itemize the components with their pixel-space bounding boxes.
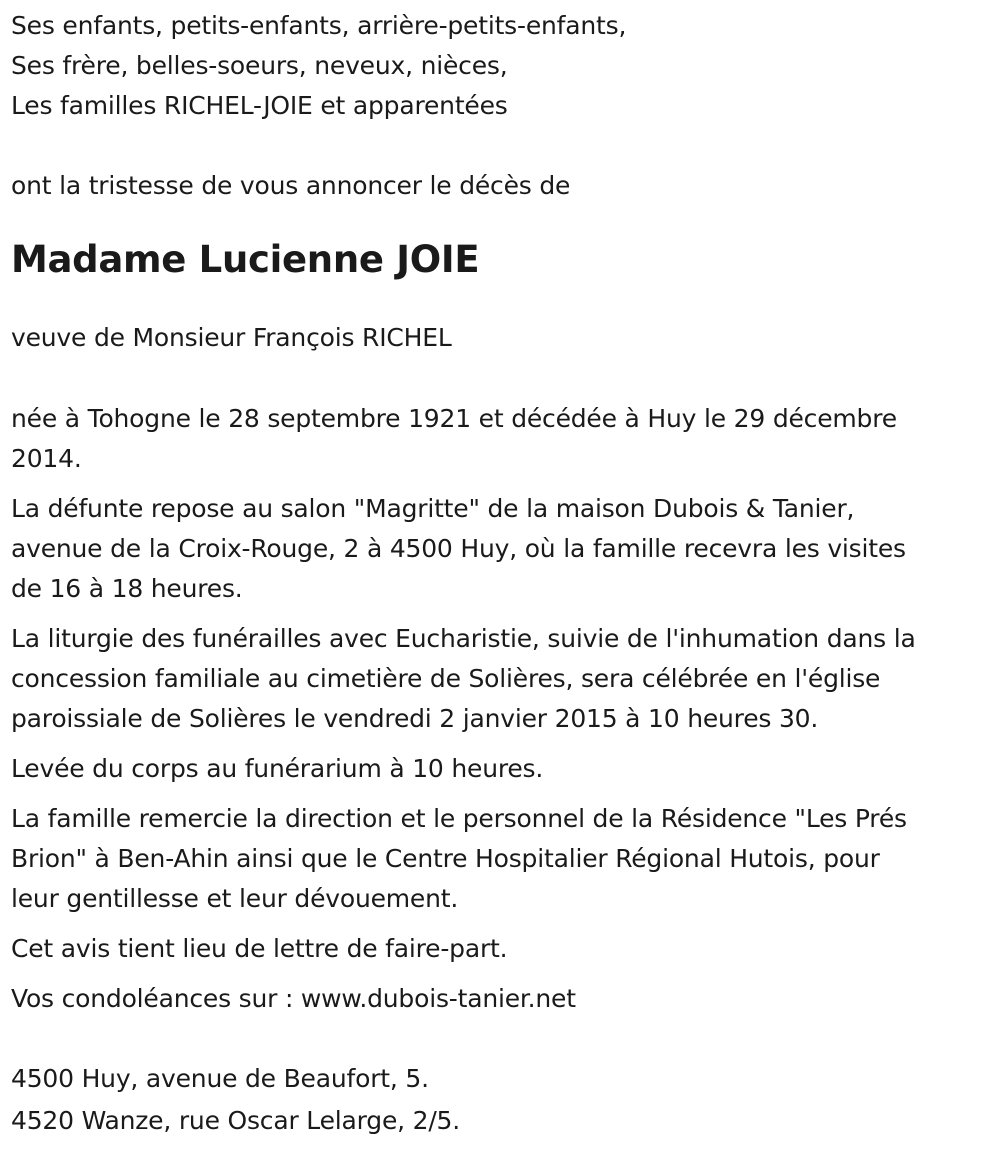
- letter-paragraph: Cet avis tient lieu de lettre de faire-part.: [11, 934, 508, 963]
- address-line: 4500 Huy, avenue de Beaufort, 5.: [11, 1064, 429, 1093]
- thanks-paragraph: La famille remercie la direction et le personnel de la Résidence "Les Prés Brion" à Ben-Ahin ainsi que le Centre Hospitalier Régional Hutois, pour leur gentillesse et leur dévouement.: [11, 804, 907, 913]
- leave-paragraph: Levée du corps au funérarium à 10 heures.: [11, 754, 544, 783]
- funeral-paragraph: La liturgie des funérailles avec Eucharistie, suivie de l'inhumation dans la concession familiale au cimetière de Solières, sera célébrée en l'église paroissiale de Solières le vendredi 2 janvier 2015 à 10 heures 30.: [11, 624, 916, 733]
- address-line: 4520 Wanze, rue Oscar Lelarge, 2/5.: [11, 1106, 460, 1135]
- family-block: [11, 6, 986, 126]
- announcement-text: ont la tristesse de vous annoncer le décès de: [11, 171, 571, 200]
- viewing-paragraph: La défunte repose au salon "Magritte" de la maison Dubois & Tanier, avenue de la Croix-Rouge, 2 à 4500 Huy, où la famille recevra les visites de 16 à 18 heures.: [11, 494, 906, 603]
- family-line: Ses enfants, petits-enfants, arrière-petits-enfants,: [11, 11, 627, 40]
- family-line: Ses frère, belles-soeurs, neveux, nièces,: [11, 51, 508, 80]
- deceased-name: Madame Lucienne JOIE: [11, 238, 480, 281]
- obituary-notice: [11, 6, 986, 1142]
- widow-of-text: veuve de Monsieur François RICHEL: [11, 323, 452, 352]
- condolences-paragraph: Vos condoléances sur : www.dubois-tanier.net: [11, 984, 576, 1013]
- birth-death-paragraph: née à Tohogne le 28 septembre 1921 et décédée à Huy le 29 décembre 2014.: [11, 404, 897, 473]
- address-block: [11, 1058, 986, 1142]
- family-line: Les familles RICHEL-JOIE et apparentées: [11, 91, 508, 120]
